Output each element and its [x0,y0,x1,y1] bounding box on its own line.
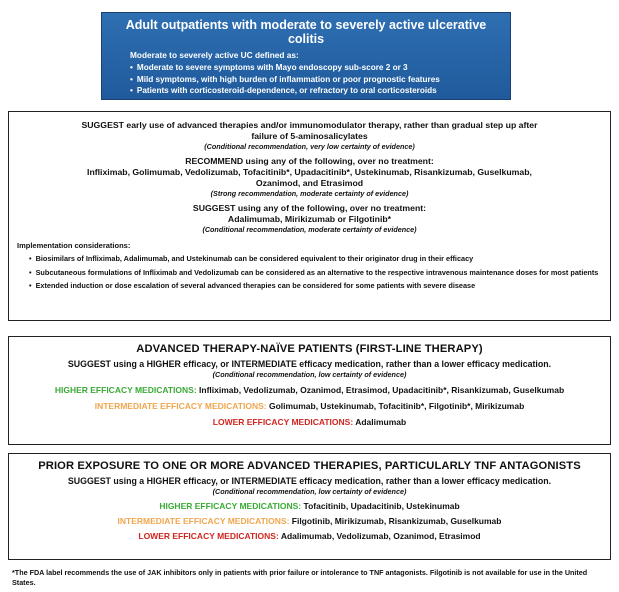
definition-criteria-list [112,62,500,97]
prior-exposure-higher-row [15,500,604,512]
higher-efficacy-drugs: Infliximab, Vedolizumab, Ozanimod, Etrasimod, Upadacitinib*, Risankizumab, Guselkumab [196,385,565,395]
lower-efficacy-label: LOWER EFFICACY MEDICATIONS: [138,531,279,541]
therapy-naive-heading: ADVANCED THERAPY-NAÏVE PATIENTS (FIRST-LINE THERAPY) [136,343,483,355]
higher-efficacy-drugs: Tofacitinib, Upadacitinib, Ustekinumab [301,501,460,511]
implementation-title: Implementation considerations: [17,241,131,250]
rec2-drugs [17,167,602,189]
criterion-item: • Patients with corticosteroid-dependence, or refractory to oral corticosteroids [130,85,500,97]
implementation-item: • Subcutaneous formulations of Infliximab and Vedolizumab can be considered as an alternative to the respective intravenous maintenance doses for most patients [29,268,602,279]
lower-efficacy-drugs: Adalimumab, Vedolizumab, Ozanimod, Etrasimod [278,531,481,541]
general-recommendations-box [8,111,611,321]
therapy-naive-suggestion: SUGGEST using a HIGHER efficacy, or INTERMEDIATE efficacy medication, rather than a lower efficacy medication. [67,359,552,369]
intermediate-efficacy-label: INTERMEDIATE EFFICACY MEDICATIONS: [117,516,290,526]
rec1-qualifier: (Conditional recommendation, very low certainty of evidence) [204,142,415,151]
intermediate-efficacy-drugs: Golimumab, Ustekinumab, Tofacitinib*, Filgotinib*, Mirikizumab [266,401,525,411]
intermediate-efficacy-drugs: Filgotinib, Mirikizumab, Risankizumab, Guselkumab [289,516,502,526]
rec2-drugs-line1: Infliximab, Golimumab, Vedolizumab, Tofacitinib*, Upadacitinib*, Ustekinumab, Risankizumab, Guselkumab, [87,167,532,177]
rec3-drugs: Adalimumab, Mirikizumab or Filgotinib* [227,214,392,224]
intermediate-efficacy-label: INTERMEDIATE EFFICACY MEDICATIONS: [94,401,267,411]
therapy-naive-box [8,336,611,445]
therapy-naive-intermediate-row [15,400,604,412]
rec2-qualifier: (Strong recommendation, moderate certainty of evidence) [210,189,409,198]
rec1-line1: SUGGEST early use of advanced therapies and/or immunomodulator therapy, rather than gradual step up after [81,120,538,130]
lower-efficacy-drugs: Adalimumab [353,417,407,427]
rec3-qualifier: (Conditional recommendation, moderate certainty of evidence) [202,225,417,234]
therapy-naive-higher-row [15,384,604,396]
footnote: *The FDA label recommends the use of JAK inhibitors only in patients with prior failure or intolerance to TNF antagonists. Filgotinib is not available for use in the United States. [12,568,588,587]
prior-exposure-qualifier: (Conditional recommendation, low certainty of evidence) [212,487,407,496]
criterion-item: • Mild symptoms, with high burden of inflammation or poor prognostic features [130,74,500,86]
criterion-item: • Moderate to severe symptoms with Mayo endoscopy sub-score 2 or 3 [130,62,500,74]
rec2-lead: RECOMMEND using any of the following, over no treatment: [185,156,434,166]
implementation-item: • Extended induction or dose escalation of several advanced therapies can be considered for some patients with severe disease [29,281,602,292]
prior-exposure-suggestion: SUGGEST using a HIGHER efficacy, or INTERMEDIATE efficacy medication, rather than a lower efficacy medication. [67,476,552,486]
rec2-drugs-line2: Ozanimod, and Etrasimod [255,178,364,188]
population-title: Adult outpatients with moderate to severely active ulcerative colitis [125,18,487,46]
therapy-naive-qualifier: (Conditional recommendation, low certainty of evidence) [212,370,407,379]
therapy-naive-lower-row [15,416,604,428]
implementation-list [17,254,602,292]
prior-exposure-heading: PRIOR EXPOSURE TO ONE OR MORE ADVANCED THERAPIES, PARTICULARLY TNF ANTAGONISTS [38,460,581,472]
rec1-text [17,120,602,142]
definition-intro: Moderate to severely active UC defined as: [130,50,299,60]
rec1-line2: failure of 5-aminosalicylates [251,131,368,141]
lower-efficacy-label: LOWER EFFICACY MEDICATIONS: [212,417,354,427]
population-header-box [101,12,511,100]
prior-exposure-box [8,453,611,560]
prior-exposure-lower-row [15,530,604,542]
higher-efficacy-label: HIGHER EFFICACY MEDICATIONS: [54,385,197,395]
higher-efficacy-label: HIGHER EFFICACY MEDICATIONS: [159,501,302,511]
implementation-item: • Biosimilars of Infliximab, Adalimumab, and Ustekinumab can be considered equivalent to their originator drug in their efficacy [29,254,602,265]
rec3-lead: SUGGEST using any of the following, over no treatment: [192,203,427,213]
prior-exposure-intermediate-row [15,515,604,527]
